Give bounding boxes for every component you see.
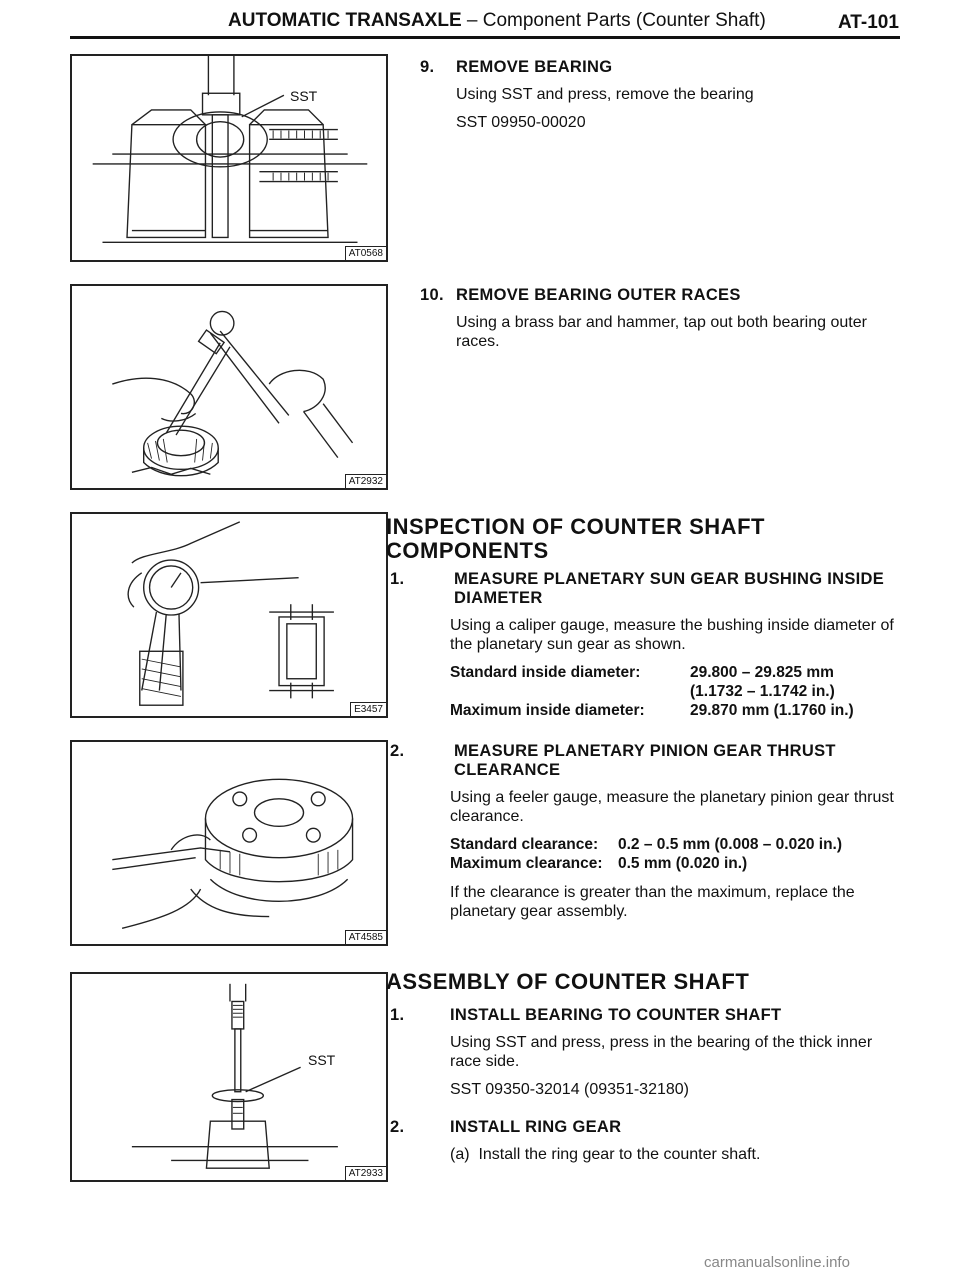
- watermark: carmanualsonline.info: [704, 1254, 850, 1271]
- figure-feeler-gauge: [70, 740, 388, 946]
- step-title-line: MEASURE PLANETARY PINION GEAR THRUST: [454, 742, 836, 760]
- section-heading-line: INSPECTION OF COUNTER SHAFT: [386, 514, 765, 539]
- figure-code: AT2932: [345, 474, 386, 488]
- spec-value: 0.2 – 0.5 mm (0.008 – 0.020 in.): [618, 836, 843, 853]
- step-title: [454, 742, 836, 780]
- step-text: Using SST and press, press in the bearing of the thick inner race side.: [450, 1034, 873, 1070]
- header-rule: [70, 36, 900, 39]
- section-heading-inspection: [386, 515, 765, 563]
- spec-label: Maximum inside diameter:: [450, 702, 645, 719]
- spec-label: Standard inside diameter:: [450, 664, 641, 681]
- step-heading: [386, 1118, 906, 1137]
- step-heading: [386, 1006, 906, 1025]
- spec-table: [450, 663, 906, 720]
- figure-remove-races: [70, 284, 388, 490]
- spec-row: [450, 682, 906, 701]
- step-title-line: MEASURE PLANETARY SUN GEAR BUSHING INSIDE: [454, 570, 885, 588]
- step-number: 2.: [390, 1118, 405, 1136]
- spec-row: [450, 835, 906, 854]
- step-title: INSTALL RING GEAR: [450, 1118, 622, 1136]
- press-bearing-illustration: [72, 56, 386, 260]
- step-body: [456, 313, 896, 351]
- step-number: 10.: [420, 286, 444, 304]
- spec-label: Standard clearance:: [450, 836, 599, 853]
- sst-callout: SST: [290, 88, 318, 104]
- page-number: AT-101: [838, 12, 899, 33]
- section-heading-assembly: ASSEMBLY OF COUNTER SHAFT: [386, 969, 750, 994]
- step-heading: [386, 742, 906, 780]
- sst-number: SST 09950-00020: [456, 114, 586, 131]
- step-title: REMOVE BEARING OUTER RACES: [456, 286, 741, 304]
- spec-value: (1.1732 – 1.1742 in.): [690, 683, 835, 700]
- step-text: If the clearance is greater than the maximum, replace the planetary gear assembly.: [450, 884, 855, 920]
- title-section: AUTOMATIC TRANSAXLE: [228, 10, 462, 31]
- step-title-line: DIAMETER: [454, 589, 543, 607]
- caliper-gauge-illustration: [72, 514, 386, 716]
- spec-label-empty: [450, 682, 690, 701]
- figure-remove-bearing: [70, 54, 388, 262]
- step-heading: [420, 58, 900, 77]
- page-title: [228, 10, 766, 32]
- step-title: [454, 570, 884, 608]
- step-text: Using a brass bar and hammer, tap out both bearing outer races.: [456, 314, 867, 350]
- step-text: Using a feeler gauge, measure the planetary pinion gear thrust clearance.: [450, 789, 894, 825]
- figure-code: AT4585: [345, 930, 386, 944]
- step-body: [450, 788, 906, 826]
- figure-code: AT2933: [345, 1166, 386, 1180]
- step-number: 1.: [390, 1006, 405, 1024]
- spec-label: Maximum clearance:: [450, 855, 603, 872]
- step-remove-bearing: [420, 58, 900, 141]
- spec-row: [450, 854, 906, 873]
- figure-caliper-gauge: [70, 512, 388, 718]
- spec-row: [450, 701, 906, 720]
- step-title: INSTALL BEARING TO COUNTER SHAFT: [450, 1006, 782, 1024]
- step-number: 2.: [390, 742, 405, 760]
- figure-code: E3457: [350, 702, 386, 716]
- step-measure-clearance: [386, 742, 906, 930]
- spec-table: [450, 835, 906, 873]
- spec-row: [450, 663, 906, 682]
- sub-step-text: Install the ring gear to the counter shaft.: [478, 1146, 761, 1163]
- step-body: [450, 1033, 906, 1099]
- step-heading: [386, 570, 906, 608]
- sub-step: [450, 1145, 906, 1164]
- step-title-line: CLEARANCE: [454, 761, 561, 779]
- spec-value: 0.5 mm (0.020 in.): [618, 855, 748, 872]
- step-measure-bushing: [386, 570, 906, 720]
- step-title: REMOVE BEARING: [456, 58, 613, 76]
- title-subsection: – Component Parts (Counter Shaft): [461, 10, 766, 31]
- sst-number: SST 09350-32014 (09351-32180): [450, 1081, 689, 1098]
- step-text: Using a caliper gauge, measure the bushing inside diameter of the planetary sun gear as shown.: [450, 617, 894, 653]
- step-body: [450, 1145, 906, 1164]
- figure-install-bearing: [70, 972, 388, 1182]
- step-body: [450, 616, 906, 654]
- step-body: [456, 85, 900, 132]
- sst-callout: SST: [308, 1052, 336, 1068]
- press-install-bearing-illustration: [72, 974, 386, 1180]
- section-heading-line: COMPONENTS: [386, 538, 549, 563]
- spec-value: 29.800 – 29.825 mm: [690, 664, 834, 681]
- planetary-gear-feeler-gauge-illustration: [72, 742, 386, 944]
- step-heading: [420, 286, 900, 305]
- step-number: 1.: [390, 570, 405, 588]
- step-number: 9.: [420, 58, 435, 76]
- step-text: Using SST and press, remove the bearing: [456, 86, 754, 103]
- step-note: [450, 883, 906, 921]
- step-install-ring-gear: [386, 1118, 906, 1173]
- sub-step-label: (a): [450, 1146, 470, 1163]
- page-header: [0, 0, 960, 50]
- spec-value: 29.870 mm (1.1760 in.): [690, 702, 854, 719]
- step-remove-races: [420, 286, 900, 360]
- step-install-bearing: [386, 1006, 906, 1108]
- hammer-brass-bar-illustration: [72, 286, 386, 488]
- figure-code: AT0568: [345, 246, 386, 260]
